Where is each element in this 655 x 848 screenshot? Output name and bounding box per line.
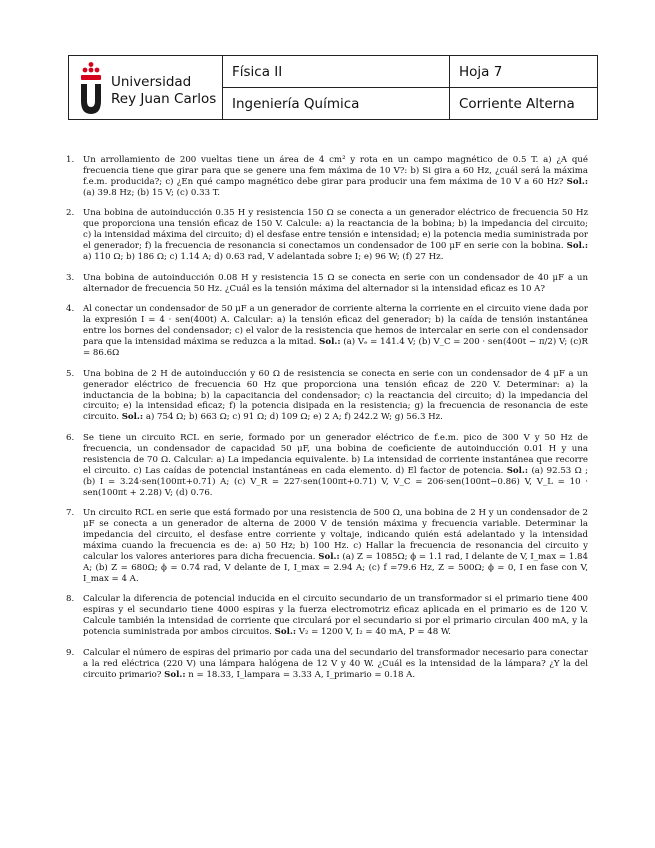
problem-number: 7. [66, 508, 75, 519]
university-name [111, 74, 216, 108]
header-table [68, 55, 598, 120]
problem-number: 9. [66, 647, 75, 658]
solution-label: Sol.: [566, 241, 589, 252]
problem-statement: Al conectar un condensador de 50 μF a un generador de corriente alterna la corriente en el circuito viene dada por la expresión I = 4 · sen(400t) A. Calcular: a) la tensión eficaz del generador; b) la caída de tensión instantánea entre los bornes del condensador; c) el valor de la resistencia que hemos de intercalar en serie con el condensador para que la intensidad máxima se reduzca a la mitad. [83, 304, 588, 348]
course-cell [223, 56, 450, 119]
solution-text: (a) 92.53 Ω ; (b) I = 3.24·sen(100πt+0.71) A; (c) V_R = 227·sen(100πt+0.71) V, V_C = 206·sen(100πt−0.86) V, V_L = 10 · sen(100πt + 2.28) V; (d) 0.76. [83, 465, 589, 498]
logo-bar [81, 75, 101, 80]
problem-statement: Un arrollamiento de 200 vueltas tiene un área de 4 cm² y rota en un campo magnético de 0.5 T. a) ¿A qué frecuencia tiene que girar para que se genere una fem máxima de 10 V?: b) Si gira a 60 Hz, ¿cuál será la máxima f.e.m. producida?; c) ¿En qué campo magnético debe girar para producir una fem máxima de 10 V a 60 Hz? [83, 155, 588, 187]
sheet-cell [450, 56, 597, 119]
problem-statement: Calcular el número de espiras del primario por cada una del secundario del transformador necesario para conectar a la red eléctrica (220 V) una lámpara halógena de 12 V y 40 W. ¿Cuál es la intensidad de la lámpara? ¿Y la del circuito primario? [83, 647, 588, 680]
solution-text: a) 110 Ω; b) 186 Ω; c) 1.14 A; d) 0.63 rad, V adelantada sobre I; e) 96 W; (f) 27 Hz. [83, 252, 444, 263]
university-name-line2: Rey Juan Carlos [111, 91, 217, 107]
problem-statement: Una bobina de autoinducción 0.35 H y resistencia 150 Ω se conecta a un generador eléctrico de frecuencia 50 Hz que proporciona una tensión eficaz de 150 V. Calcule: a) la reactancia de la bobina; b) la impedancia del circuito; c) la intensidad máxima del circuito; d) el desfase entre tensión e intensidad; e) la potencia media suministrada por el generador; f) la frecuencia de resonancia si conectamos un condensador de 100 μF en serie con la bobina. [83, 208, 588, 252]
problem-item [66, 648, 588, 681]
problem-number: 1. [66, 155, 75, 165]
logo-dot-top [89, 62, 94, 67]
solution-text: (a) Z = 1085Ω; ϕ = 1.1 rad, I delante de V, I_max = 1.84 A; (b) Z = 680Ω; ϕ = 0.74 rad, V delante de I, I_max = 2.94 A; (c) f =79.6 Hz, Z = 500Ω; ϕ = 0, I en fase con V, I_max = 4 A. [83, 551, 588, 584]
course-title: Física II [223, 56, 449, 88]
solution-label: Sol.: [164, 669, 186, 680]
problem-item [66, 594, 588, 638]
problem-item [66, 208, 588, 263]
problem-statement: Un circuito RCL en serie que está formado por una resistencia de 500 Ω, una bobina de 2 H y un condensador de 2 μF se conecta a un generador de alterna de 2000 V de tensión máxima y frecuencia variable. Determinar la impedancia del circuito, el desfase entre corriente y voltaje, indicando quién está adelantado y la intensidad máxima cuando la frecuencia es de: a) 50 Hz; b) 100 Hz. c) Hallar la frecuencia de resonancia del circuito y calcular los valores anteriores para dicha frecuencia. [83, 508, 588, 562]
logo-u-shape [81, 84, 101, 114]
problem-number: 6. [66, 433, 75, 444]
solution-label: Sol.: [121, 412, 144, 423]
problem-item [66, 273, 588, 295]
solution-label: Sol.: [319, 337, 341, 348]
university-name-line1: Universidad [111, 74, 192, 90]
problem-number: 8. [66, 594, 75, 605]
solution-label: Sol.: [318, 551, 340, 562]
university-logo-cell [69, 56, 223, 119]
solution-text: a) 754 Ω; b) 663 Ω; c) 91 Ω; d) 109 Ω; e) 2 A; f) 242.2 W; g) 56.3 Hz. [145, 412, 443, 423]
problem-item [66, 369, 588, 424]
degree-title: Ingeniería Química [232, 96, 360, 112]
solution-label: Sol.: [274, 627, 296, 638]
problem-item [66, 508, 588, 584]
solution-label: Sol.: [566, 176, 588, 187]
solution-label: Sol.: [506, 465, 529, 476]
logo-dot-center [89, 68, 94, 73]
solution-text: V₂ = 1200 V, I₂ = 40 mA, P = 48 W. [298, 627, 451, 638]
logo-dot-right [95, 68, 100, 73]
problem-item [66, 155, 588, 199]
sheet-number: Hoja 7 [450, 56, 597, 88]
problem-statement: Una bobina de 2 H de autoinducción y 60 Ω de resistencia se conecta en serie con un condensador de 4 μF a un generador eléctrico de frecuencia 60 Hz que proporciona una tensión eficaz de 220 V. Determinar: a) la inductancia de la bobina; b) la capacitancia del condensador; c) la reactancia del circuito; d) la impedancia del circuito; e) la intensidad eficaz; f) la potencia disipada en la resistencia; g) la frecuencia de resonancia de este circuito. [83, 368, 588, 423]
problem-list [66, 155, 588, 690]
solution-text: (a) 39.8 Hz; (b) 15 V; (c) 0.33 T. [83, 187, 220, 198]
sheet-topic: Corriente Alterna [459, 96, 575, 112]
problem-item [66, 433, 588, 498]
solution-text: n = 18.33, I_lampara = 3.33 A, I_primario = 0.18 A. [188, 669, 416, 680]
university-crown-logo-icon [77, 61, 105, 115]
solution-text: (a) Vₑ = 141.4 V; (b) V_C = 200 · sen(400t − π/2) V; (c)R = 86.6Ω [83, 337, 588, 358]
problem-number: 3. [66, 272, 75, 283]
problem-statement: Calcular la diferencia de potencial inducida en el circuito secundario de un transformador si el primario tiene 400 espiras y el secundario tiene 4000 espiras y la fuerza electromotriz eficaz aplicada en el primario es de 120 V. Calcule también la intensidad de corriente que circulará por el secundario si por el primario circulan 400 mA, y la potencia suministrada por ambos circuitos. [83, 594, 588, 638]
problem-statement: Una bobina de autoinducción 0.08 H y resistencia 15 Ω se conecta en serie con un condensador de 40 μF a un alternador de frecuencia 50 Hz. ¿Cuál es la tensión máxima del alternador si la intensidad eficaz es 10 A? [83, 272, 588, 294]
problem-number: 5. [66, 368, 75, 379]
problem-number: 4. [66, 304, 75, 315]
problem-number: 2. [66, 208, 75, 219]
logo-dot-left [83, 68, 88, 73]
problem-statement: Se tiene un circuito RCL en serie, formado por un generador eléctrico de f.e.m. pico de 300 V y 50 Hz de frecuencia, un condensador de capacidad 50 μF, una bobina de coeficiente de autoinducción 0.01 H y una resistencia de 70 Ω. Calcular: a) La impedancia equivalente. b) La intensidad de corriente instantánea que recorre el circuito. c) Las caídas de potencial instantáneas en cada elemento. d) El factor de potencia. [83, 433, 588, 476]
problem-item [66, 304, 588, 359]
